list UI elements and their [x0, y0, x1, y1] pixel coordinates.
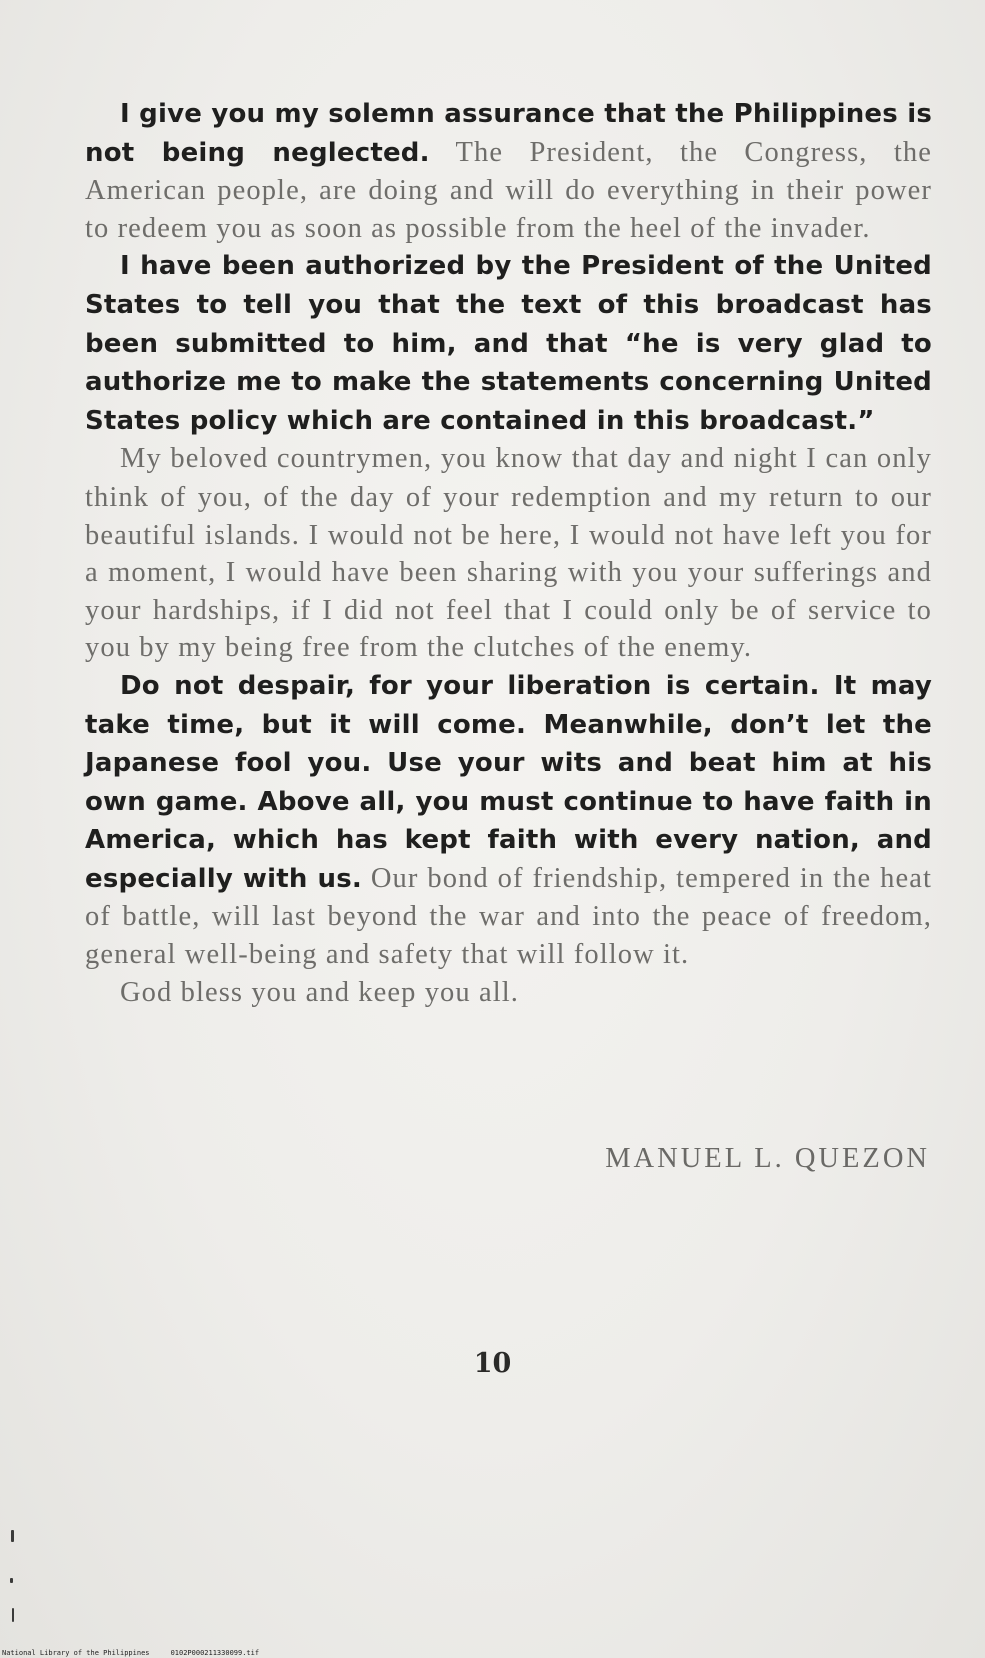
- paragraph-liberation-bold: Do not despair, for your liberation is certain. It may take time, but it will come. Meanwhile, don’t let the Japanese fool you. Use your wits and beat him at his own game. Above all, you must continue to have faith in America, which has kept faith with every nation, and especially with us.: [85, 670, 932, 894]
- paragraph-liberation-light: Our bond of friendship, tempered in the heat of battle, will last beyond the war and into the peace of freedom, general well-being and safety that will follow it.: [85, 862, 932, 971]
- paragraph-blessing: [85, 974, 932, 1013]
- paragraph-countrymen: [85, 440, 932, 667]
- paragraph-assurance-light: The President, the Congress, the American people, are doing and will do everything in their power to redeem you as soon as possible from the heel of the invader.: [85, 136, 932, 244]
- paragraph-assurance-bold: I give you my solemn assurance that the Philippines is not being neglected.: [85, 99, 932, 168]
- footer-credit: National Library of the Philippines 0102P000211330099.tif: [2, 1649, 260, 1657]
- paragraph-assurance: [85, 95, 932, 247]
- scan-speck: [12, 1608, 14, 1622]
- paragraph-authorization: [85, 247, 932, 440]
- paragraph-countrymen-light: My beloved countrymen, you know that day and night I can only think of you, of the day of your redemption and my return to our beautiful islands. I would not be here, I would not have left you for a moment, I would have been sharing with you your sufferings and your hardships, if I did not feel that I could only be of service to you by my being free from the clutches of the enemy.: [85, 443, 932, 664]
- body-text: [85, 95, 932, 1012]
- page-number: 10: [473, 1348, 512, 1379]
- paragraph-blessing-light: God bless you and keep you all.: [120, 976, 519, 1008]
- signature: MANUEL L. QUEZON: [605, 1143, 930, 1174]
- scan-speck: [10, 1578, 13, 1583]
- paragraph-authorization-bold: I have been authorized by the President of the United States to tell you that the text of this broadcast has been submitted to him, and that “he is very glad to authorize me to make the statements concerning United States policy which are contained in this broadcast.”: [85, 251, 932, 436]
- scan-speck: [11, 1530, 14, 1542]
- paragraph-liberation: [85, 667, 932, 974]
